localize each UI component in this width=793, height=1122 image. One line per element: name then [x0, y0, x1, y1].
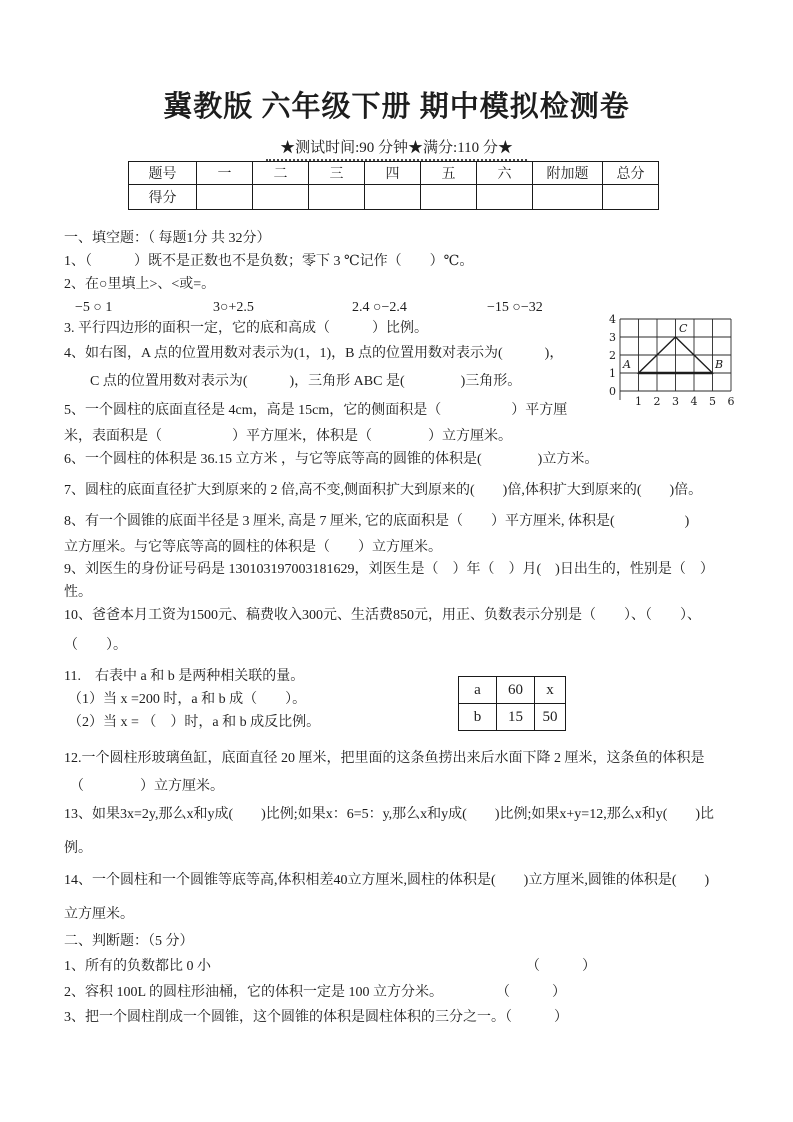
question-11-sub2: （2）当 x = （ ）时，a 和 b 成反比例。	[68, 715, 321, 730]
x-axis-label: 2	[653, 395, 661, 408]
question-5-line1: 5、一个圆柱的底面直径是 4cm，高是 15cm，它的侧面积是（ ）平方厘	[64, 403, 568, 418]
judge-item-1-answer: （ ）	[526, 959, 596, 974]
ab-cell: x	[535, 677, 566, 704]
question-10-line1: 10、爸爸本月工资为1500元、稿费收入300元、生活费850元，用正、负数表示分别是（ ）、（ ）、	[64, 608, 701, 623]
judge-item-2	[64, 983, 566, 1003]
section1-heading: 一、填空题：（ 每题1分 共 32分）	[64, 231, 271, 246]
score-row-label: 得分	[129, 185, 197, 210]
vertex-label-c: C	[679, 322, 688, 335]
score-table	[128, 161, 659, 210]
x-axis-label: 4	[690, 395, 698, 408]
x-axis-label: 3	[672, 395, 679, 408]
score-header-cell: 总分	[603, 162, 659, 185]
question-9-line2: 性。	[64, 585, 92, 600]
question-2-item: 2.4 ○−2.4	[352, 300, 407, 315]
question-8-line1: 8、有一个圆锥的底面半径是 3 厘米, 高是 7 厘米, 它的底面积是（ ）平方厘米, 体积是( )	[64, 514, 690, 529]
question-10-line2: （ ）。	[64, 638, 127, 653]
question-2-item: −15 ○−32	[487, 300, 543, 315]
question-11: 11. 右表中 a 和 b 是两种相关联的量。	[64, 669, 305, 684]
ab-cell: a	[459, 677, 497, 704]
question-6: 6、一个圆柱的体积是 36.15 立方米 ，与它等底等高的圆锥的体积是( )立方米。	[64, 452, 599, 467]
judge-item-1-text: 1、所有的负数都比 0 小	[64, 959, 211, 974]
question-14-line1: 14、一个圆柱和一个圆锥等底等高,体积相差40立方厘米,圆柱的体积是( )立方厘米,圆锥的体积是( )	[64, 873, 710, 888]
score-cell-empty	[533, 185, 603, 210]
question-2-item: 3○+2.5	[213, 300, 254, 315]
vertex-label-b: B	[715, 358, 724, 371]
ab-relation-table	[458, 676, 566, 731]
vertex-label-a: A	[623, 358, 631, 371]
ab-cell: 50	[535, 704, 566, 731]
score-cell-empty	[603, 185, 659, 210]
score-header-cell: 五	[421, 162, 477, 185]
score-header-cell: 附加题	[533, 162, 603, 185]
question-12-line2: （ ）立方厘米。	[70, 779, 224, 794]
question-13-line2: 例。	[64, 841, 92, 856]
x-axis-label: 6	[727, 395, 735, 408]
question-4-line1: 4、如右图，A 点的位置用数对表示为(1，1)，B 点的位置用数对表示为( )，	[64, 346, 564, 361]
score-header-cell: 六	[477, 162, 533, 185]
ab-cell: 60	[497, 677, 535, 704]
question-2-item: −5 ○ 1	[75, 300, 113, 315]
ab-cell: 15	[497, 704, 535, 731]
judge-item-3: 3、把一个圆柱削成一个圆锥，这个圆锥的体积是圆柱体积的三分之一。（ ）	[64, 1010, 568, 1025]
score-cell-empty	[477, 185, 533, 210]
score-cell-empty	[197, 185, 253, 210]
score-cell-empty	[365, 185, 421, 210]
score-header-cell: 三	[309, 162, 365, 185]
score-header-cell: 四	[365, 162, 421, 185]
score-cell-empty	[253, 185, 309, 210]
question-7: 7、圆柱的底面直径扩大到原来的 2 倍,高不变,侧面积扩大到原来的( )倍,体积扩大到原来的( )倍。	[64, 483, 703, 498]
question-14-line2: 立方厘米。	[64, 907, 134, 922]
y-axis-label: 2	[609, 349, 616, 362]
y-axis-label: 3	[609, 331, 616, 344]
score-header-cell: 一	[197, 162, 253, 185]
question-12-line1: 12.一个圆柱形玻璃鱼缸，底面直径 20 厘米，把里面的这条鱼捞出来后水面下降 2 厘米，这条鱼的体积是	[64, 751, 705, 766]
question-5-line2: 米，表面积是（ ）平方厘米，体积是（ ）立方厘米。	[64, 429, 512, 444]
y-axis-label: 4	[609, 313, 616, 326]
question-3: 3. 平行四边形的面积一定，它的底和高成（ ）比例。	[64, 321, 428, 336]
question-2: 2、在○里填上>、<或=。	[64, 277, 216, 292]
page-title: 冀教版 六年级下册 期中模拟检测卷	[163, 91, 630, 123]
ab-cell: b	[459, 704, 497, 731]
judge-item-2-text: 2、容积 100L 的圆柱形油桶，它的体积一定是 100 立方分米。	[64, 985, 444, 1000]
x-axis-label: 1	[635, 395, 642, 408]
question-13-line1: 13、如果3x=2y,那么x和y成( )比例;如果x：6=5：y,那么x和y成( )比例;如果x+y=12,那么x和y( )比	[64, 807, 715, 822]
judge-item-2-answer: （ ）	[496, 985, 566, 1000]
score-header-cell: 题号	[129, 162, 197, 185]
score-cell-empty	[421, 185, 477, 210]
question-1: 1、（ ）既不是正数也不是负数；零下 3 ℃记作（ ）℃。	[64, 254, 474, 269]
section2-heading: 二、判断题：（5 分）	[64, 934, 194, 949]
x-axis-label: 5	[709, 395, 716, 408]
question-4-line2: C 点的位置用数对表示为( )，三角形 ABC 是( )三角形。	[90, 374, 522, 389]
y-axis-label: 0	[609, 385, 616, 398]
question-8-line2: 立方厘米。与它等底等高的圆柱的体积是（ ）立方厘米。	[64, 540, 442, 555]
question-11-sub1: （1）当 x =200 时，a 和 b 成（ ）。	[68, 692, 307, 707]
score-cell-empty	[309, 185, 365, 210]
y-axis-label: 1	[609, 367, 616, 380]
exam-info: ★测试时间:90 分钟★满分:110 分★	[266, 136, 527, 161]
question-9-line1: 9、刘医生的身份证号码是 130103197003181629，刘医生是（ ）年（ ）月( )日出生的，性别是（ ）	[64, 562, 714, 577]
subtitle-wrap	[0, 136, 793, 161]
judge-item-1	[64, 957, 596, 977]
coordinate-grid-diagram	[602, 303, 792, 409]
score-header-cell: 二	[253, 162, 309, 185]
